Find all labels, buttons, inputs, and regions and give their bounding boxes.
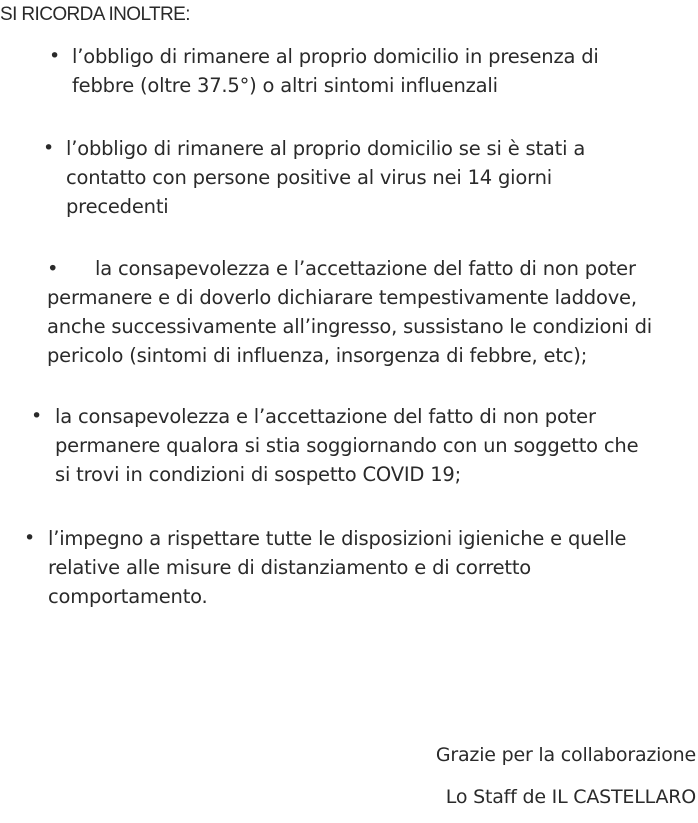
list-item (43, 134, 586, 221)
item-line: l’obbligo di rimanere al proprio domicilio se si è stati a (66, 137, 586, 160)
item-line: permanere e di doverlo dichiarare tempestivamente laddove, (47, 286, 637, 309)
list-item (31, 402, 639, 489)
list-item (49, 42, 599, 100)
item-line: la consapevolezza e l’accettazione del fatto di non poter (55, 405, 596, 428)
signature: Lo Staff de IL CASTELLARO (445, 786, 696, 808)
item-line: si trovi in condizioni di sospetto COVID 19; (55, 463, 461, 486)
item-line: relative alle misure di distanziamento e di corretto (48, 556, 532, 579)
bullet-icon: • (49, 45, 61, 67)
bullet-icon: • (47, 257, 59, 280)
list-item (24, 524, 627, 611)
item-line: l’impegno a rispettare tutte le disposizioni igieniche e quelle (48, 527, 627, 550)
item-line-text: la consapevolezza e l’accettazione del fatto di non poter (95, 257, 636, 280)
item-line: precedenti (66, 195, 169, 218)
bullet-icon: • (43, 137, 55, 159)
item-line: contatto con persone positive al virus nei 14 giorni (66, 166, 552, 189)
item-line: comportamento. (48, 585, 208, 608)
list-item (47, 254, 652, 370)
item-line: permanere qualora si stia soggiornando con un soggetto che (55, 434, 639, 457)
item-line: anche successivamente all’ingresso, sussistano le condizioni di (47, 315, 653, 338)
bullet-icon: • (24, 527, 36, 549)
item-line: pericolo (sintomi di influenza, insorgenza di febbre, etc); (47, 344, 588, 367)
bullet-icon: • (31, 405, 43, 427)
item-line (47, 254, 652, 283)
thanks-text: Grazie per la collaborazione (435, 744, 696, 766)
item-line: l’obbligo di rimanere al proprio domicilio in presenza di (72, 45, 599, 68)
heading: SI RICORDA INOLTRE: (0, 4, 190, 25)
item-line: febbre (oltre 37.5°) o altri sintomi influenzali (72, 74, 498, 97)
